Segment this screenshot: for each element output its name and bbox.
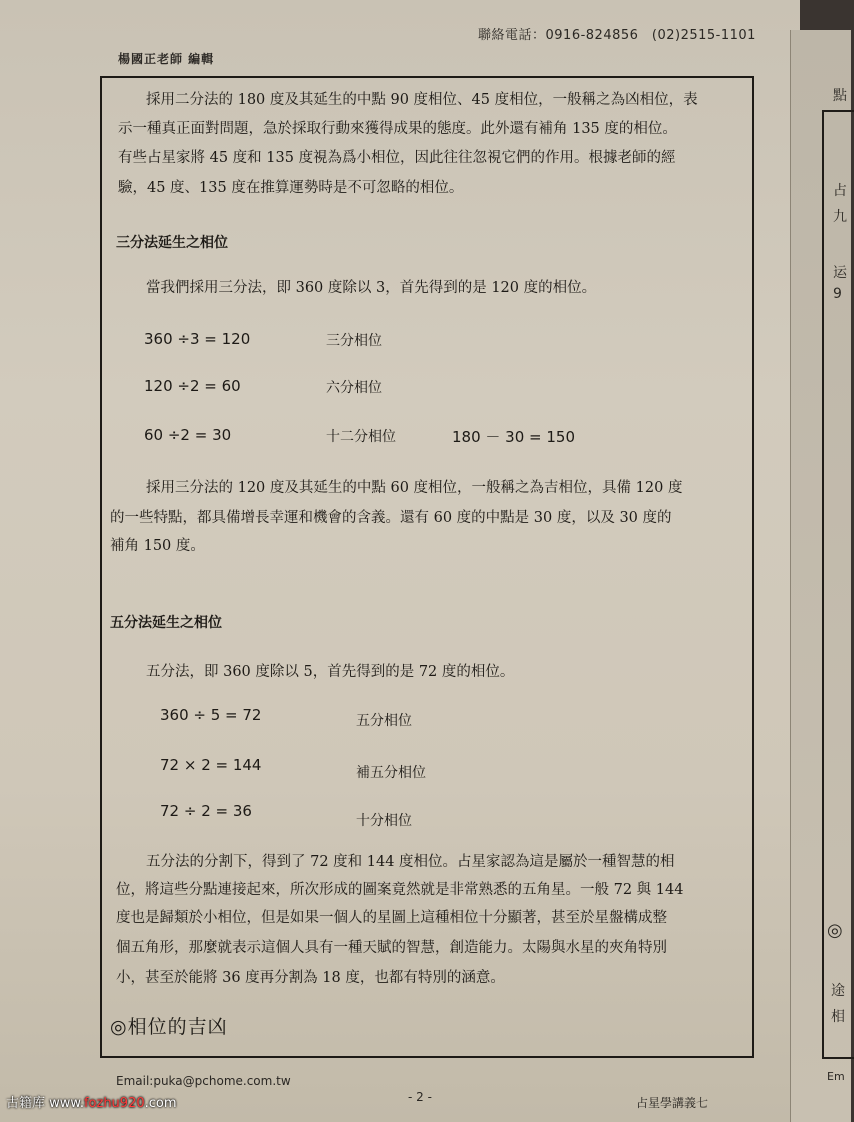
intro-line: 驗，45 度、135 度在推算運勢時是不可忽略的相位。 xyxy=(118,180,464,196)
body-line: 小，甚至於能將 36 度再分割為 18 度，也都有特別的涵意。 xyxy=(116,970,505,986)
section-intro: 五分法，即 360 度除以 5，首先得到的是 72 度的相位。 xyxy=(146,664,515,680)
side-fragment: 途 xyxy=(831,983,845,999)
equation-label: 三分相位 xyxy=(326,333,382,349)
equation-extra: 180 － 30 = 150 xyxy=(452,428,575,446)
intro-line: 有些占星家將 45 度和 135 度視為爲小相位，因此往往忽視它們的作用。根據老師的經 xyxy=(118,150,676,166)
body-line: 位，將這些分點連接起來，所次形成的圖案竟然就是非常熟悉的五角星。一般 72 與 144 xyxy=(116,882,684,898)
section-heading-quintile: 五分法延生之相位 xyxy=(110,615,222,631)
adjacent-page-frame xyxy=(822,110,854,1059)
equation-label: 補五分相位 xyxy=(356,765,426,781)
watermark-suffix: .com xyxy=(144,1096,177,1111)
section-intro: 當我們採用三分法，即 360 度除以 3，首先得到的是 120 度的相位。 xyxy=(146,280,597,296)
equation-label: 十二分相位 xyxy=(326,429,396,445)
footer-email: Email:puka@pchome.com.tw xyxy=(116,1074,291,1088)
body-line: 五分法的分割下，得到了 72 度和 144 度相位。占星家認為這是屬於一種智慧的相 xyxy=(146,854,675,870)
body-line: 補角 150 度。 xyxy=(110,538,205,554)
equation: 72 ÷ 2 = 36 xyxy=(160,802,252,820)
section-heading-auspicious: ◎相位的吉凶 xyxy=(110,1016,228,1038)
side-fragment: 九 xyxy=(833,209,847,225)
intro-line: 示一種真正面對問題，急於採取行動來獲得成果的態度。此外還有補角 135 度的相位。 xyxy=(118,121,677,137)
header-editor: 楊國正老師 編輯 xyxy=(118,52,215,66)
header-contact: 聯絡電話：0916-824856 (02)2515-1101 xyxy=(478,28,756,43)
body-line: 採用三分法的 120 度及其延生的中點 60 度相位，一般稱之為吉相位，具備 120 度 xyxy=(146,480,683,496)
equation-label: 十分相位 xyxy=(356,813,412,829)
equation: 360 ÷3 = 120 xyxy=(144,330,251,348)
body-line: 度也是歸類於小相位，但是如果一個人的星圖上這種相位十分顯著，甚至於星盤構成整 xyxy=(116,910,667,926)
side-fragment: 运 xyxy=(833,265,847,281)
watermark xyxy=(0,1092,196,1114)
side-fragment: Em xyxy=(827,1070,845,1083)
footer-course: 占星學講義七 xyxy=(636,1096,709,1110)
body-line: 個五角形，那麼就表示這個人具有一種天賦的智慧，創造能力。太陽與水星的夾角特別 xyxy=(116,940,667,956)
equation-label: 六分相位 xyxy=(326,380,382,396)
equation: 72 × 2 = 144 xyxy=(160,756,262,774)
equation: 60 ÷2 = 30 xyxy=(144,426,232,444)
equation: 360 ÷ 5 = 72 xyxy=(160,706,262,724)
side-fragment: 9 xyxy=(833,286,842,302)
equation-label: 五分相位 xyxy=(356,713,412,729)
side-fragment: 占 xyxy=(833,183,847,199)
section-heading-trine: 三分法延生之相位 xyxy=(116,235,228,251)
side-fragment: ◎ xyxy=(827,920,843,941)
equation: 120 ÷2 = 60 xyxy=(144,377,241,395)
watermark-prefix: 古籍库 www. xyxy=(6,1096,84,1111)
body-line: 的一些特點，都具備增長幸運和機會的含義。還有 60 度的中點是 30 度，以及 30 度的 xyxy=(110,510,672,526)
intro-line: 採用二分法的 180 度及其延生的中點 90 度相位、45 度相位，一般稱之為凶相位，表 xyxy=(146,92,698,108)
side-fragment: 相 xyxy=(831,1009,845,1025)
page-number: - 2 - xyxy=(408,1090,432,1104)
watermark-domain: fozhu920 xyxy=(83,1096,145,1111)
side-fragment: 點 xyxy=(833,88,847,104)
